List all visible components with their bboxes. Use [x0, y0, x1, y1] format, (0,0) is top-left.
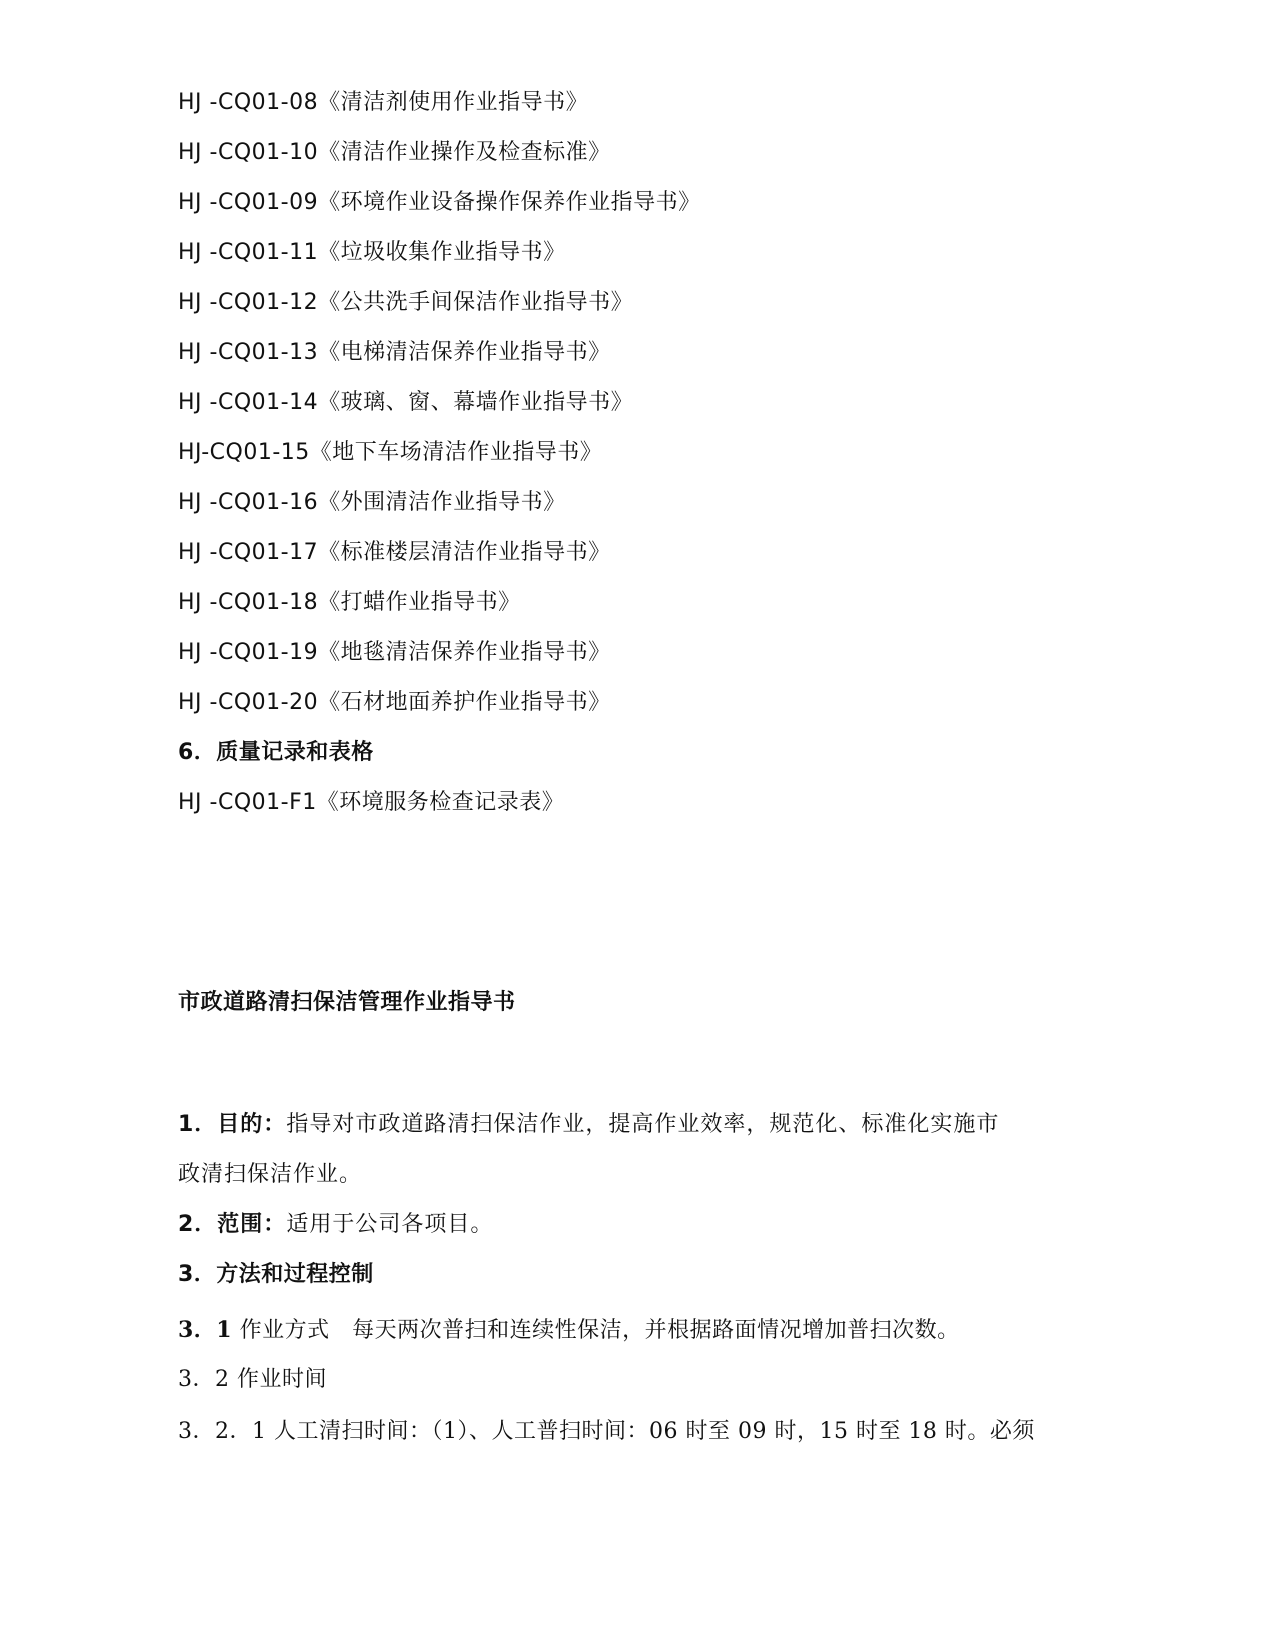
- purpose-line-1: [178, 1110, 999, 1140]
- section-3-2-heading: 3．2 作业时间: [178, 1367, 327, 1392]
- method-heading: 3．方法和过程控制: [178, 1262, 374, 1287]
- reference-item-cq01-12: HJ -CQ01-12《公共洗手间保洁作业指导书》: [178, 290, 634, 315]
- reference-item-cq01-08: HJ -CQ01-08《清洁剂使用作业指导书》: [178, 90, 589, 115]
- scope-text: 适用于公司各项目。: [286, 1212, 494, 1237]
- reference-item-cq01-10: HJ -CQ01-10《清洁作业操作及检查标准》: [178, 140, 611, 165]
- scope-label: 2．范围：: [178, 1212, 287, 1237]
- section-3-1-line: [178, 1315, 960, 1346]
- reference-item-cq01-18: HJ -CQ01-18《打蜡作业指导书》: [178, 590, 521, 615]
- reference-item-cq01-13: HJ -CQ01-13《电梯清洁保养作业指导书》: [178, 340, 611, 365]
- reference-item-cq01-19: HJ -CQ01-19《地毯清洁保养作业指导书》: [178, 640, 611, 665]
- section-3-1-text: 作业方式 每天两次普扫和连续性保洁，并根据路面情况增加普扫次数。: [232, 1318, 960, 1343]
- section-6-heading: 6．质量记录和表格: [178, 740, 374, 765]
- reference-item-cq01-16: HJ -CQ01-16《外围清洁作业指导书》: [178, 490, 566, 515]
- document-title: 市政道路清扫保洁管理作业指导书: [178, 990, 516, 1015]
- reference-item-cq01-14: HJ -CQ01-14《玻璃、窗、幕墙作业指导书》: [178, 390, 634, 415]
- purpose-line-2: 政清扫保洁作业。: [178, 1162, 363, 1187]
- section-3-1-label: 3．1: [178, 1317, 233, 1343]
- reference-item-cq01-09: HJ -CQ01-09《环境作业设备操作保养作业指导书》: [178, 190, 701, 215]
- reference-item-cq01-17: HJ -CQ01-17《标准楼层清洁作业指导书》: [178, 540, 611, 565]
- scope-line: [178, 1210, 493, 1240]
- reference-item-cq01-15: HJ-CQ01-15《地下车场清洁作业指导书》: [178, 440, 603, 465]
- reference-item-cq01-20: HJ -CQ01-20《石材地面养护作业指导书》: [178, 690, 611, 715]
- purpose-label: 1．目的：: [178, 1112, 287, 1137]
- section-3-2-1-line: 3．2．1 人工清扫时间：（1）、人工普扫时间：06 时至 09 时，15 时至 18 时。必须: [178, 1419, 1035, 1444]
- purpose-text: 指导对市政道路清扫保洁作业，提高作业效率，规范化、标准化实施市: [286, 1112, 1000, 1137]
- section-6-record-item: HJ -CQ01-F1《环境服务检查记录表》: [178, 790, 565, 815]
- reference-item-cq01-11: HJ -CQ01-11《垃圾收集作业指导书》: [178, 240, 566, 265]
